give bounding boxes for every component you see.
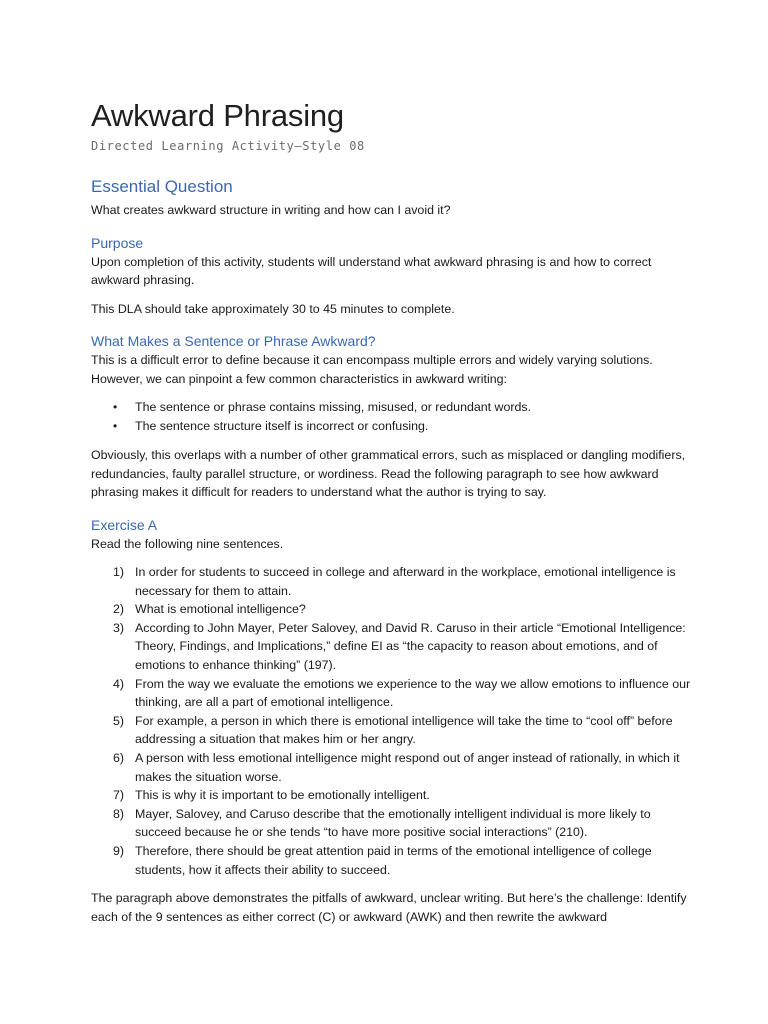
essential-question-heading: Essential Question	[91, 177, 233, 196]
document-subtitle: Directed Learning Activity—Style 08	[91, 139, 365, 153]
what-makes-outro: Obviously, this overlaps with a number of other grammatical errors, such as misplaced or dangling modifiers, redundancies, faulty parallel structure, or wordiness. Read the following paragraph to see how awkward phrasing makes it difficult for readers to understand what the author is trying to say.	[91, 448, 686, 499]
purpose-paragraph: This DLA should take approximately 30 to 45 minutes to complete.	[91, 301, 455, 316]
exercise-a-intro: Read the following nine sentences.	[91, 536, 284, 551]
sentences-list	[91, 563, 691, 879]
list-item: 8) Mayer, Salovey, and Caruso describe that the emotionally intelligent individual is more likely to succeed because he or she tends “to have more positive social interactions” (210).	[113, 806, 651, 840]
bullet-icon: •	[113, 419, 118, 433]
exercise-a-heading: Exercise A	[91, 516, 158, 533]
list-item: 3) According to John Mayer, Peter Salovey, and David R. Caruso in their article “Emotional Intelligence: Theory, Findings, and Implications,” define EI as “the capacity to reason about emotions, and of emotions to enhance thinking” (197).	[113, 620, 686, 672]
list-item: 7) This is why it is important to be emotionally intelligent.	[113, 788, 430, 803]
list-item: 5) For example, a person in which there is emotional intelligence will take the time to “cool off” before addressing a situation that makes him or her angry.	[113, 713, 673, 747]
list-item: • The sentence structure itself is incorrect or confusing.	[113, 417, 691, 436]
what-makes-intro: This is a difficult error to define because it can encompass multiple errors and widely varying solutions. However, we can pinpoint a few common characteristics in awkward writing:	[91, 353, 653, 386]
purpose-paragraph: Upon completion of this activity, students will understand what awkward phrasing is and how to correct awkward phrasing.	[91, 254, 652, 287]
characteristics-list	[91, 398, 691, 436]
list-item: • The sentence or phrase contains missing, misused, or redundant words.	[113, 398, 691, 417]
what-makes-heading: What Makes a Sentence or Phrase Awkward?	[91, 333, 376, 349]
list-item: 2) What is emotional intelligence?	[113, 602, 306, 617]
list-item: 6) A person with less emotional intelligence might respond out of anger instead of rationally, in which it makes the situation worse.	[113, 750, 680, 784]
purpose-heading: Purpose	[91, 234, 144, 251]
essential-question-text: What creates awkward structure in writing and how can I avoid it?	[91, 203, 451, 217]
list-item: 1) In order for students to succeed in college and afterward in the workplace, emotional intelligence is necessary for them to attain.	[113, 565, 676, 598]
document-page	[91, 96, 691, 926]
bullet-icon: •	[113, 400, 118, 414]
list-item: 4) From the way we evaluate the emotions we experience to the way we allow emotions to influence our thinking, are all a part of emotional intelligence.	[113, 676, 691, 710]
exercise-a-outro: The paragraph above demonstrates the pitfalls of awkward, unclear writing. But here’s the challenge: Identify each of the 9 sentences as either correct (C) or awkward (AWK) and then rewrite the awkward	[91, 891, 687, 924]
list-item: 9) Therefore, there should be great attention paid in terms of the emotional intelligence of college students, how it affects their ability to succeed.	[113, 843, 652, 877]
document-title: Awkward Phrasing	[91, 98, 344, 133]
